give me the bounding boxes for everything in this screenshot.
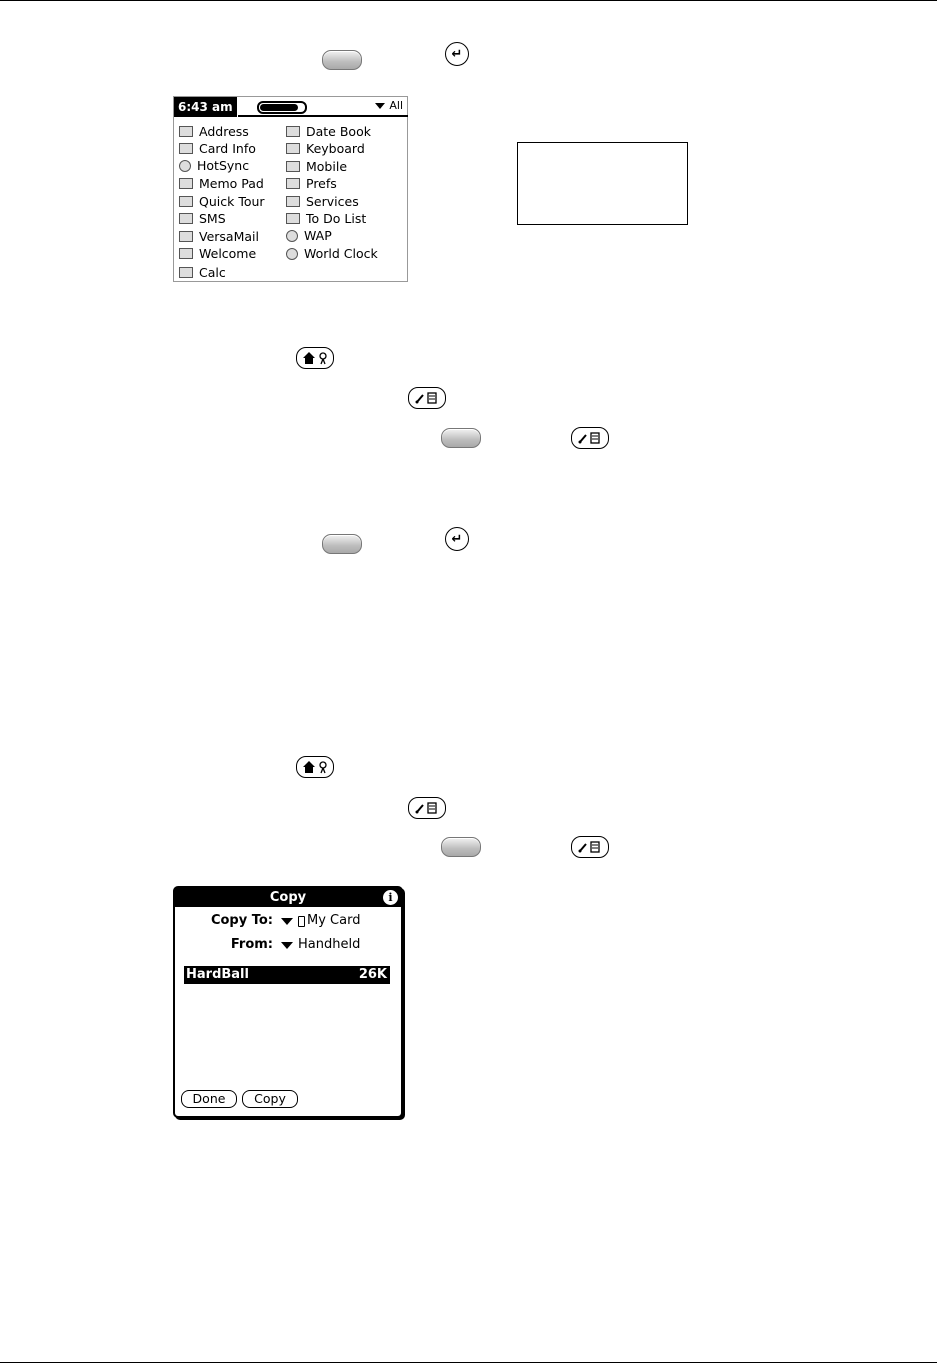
menu-key-icon [571,836,609,858]
center-button-icon [441,837,481,857]
app-label: Mobile [306,159,348,174]
app-label: Keyboard [306,141,365,156]
copy-button[interactable]: Copy [242,1090,298,1108]
app-keyboard[interactable] [286,140,365,157]
menu-icon [577,431,603,445]
memo-pad-app-icon [179,178,193,189]
app-label: Calc [199,265,226,280]
item-size: 26K [358,967,387,982]
mobile-app-icon [286,161,300,172]
app-label: Date Book [306,124,371,139]
from-value: Handheld [298,937,361,952]
app-wap[interactable] [286,227,332,244]
done-button[interactable]: Done [181,1090,237,1108]
from-label: From: [230,937,273,952]
menu-icon [414,801,440,815]
app-welcome[interactable] [179,245,256,262]
center-button-icon [322,50,362,70]
app-prefs[interactable] [286,175,337,192]
dropdown-arrow-icon [281,918,293,925]
app-label: HotSync [197,158,250,173]
welcome-app-icon [179,248,193,259]
copy-to-value: My Card [307,913,361,928]
home-find-key-icon [296,347,334,369]
category-dropdown-icon [375,103,385,109]
info-icon[interactable]: i [383,890,398,905]
app-label: Prefs [306,176,337,191]
enter-key-icon: ↵ [445,527,469,551]
app-label: VersaMail [199,229,259,244]
calc-app-icon [179,267,193,278]
top-rule [0,0,937,1]
home-icon [301,760,329,774]
app-address[interactable] [179,123,249,140]
menu-icon [414,391,440,405]
copy-to-label: Copy To: [210,913,273,928]
world-clock-app-icon [286,248,298,260]
sms-app-icon [179,213,193,224]
card-icon [298,916,305,927]
app-world-clock[interactable] [286,245,378,262]
launcher-header [174,97,407,117]
app-label: To Do List [306,211,367,226]
category-label: All [389,99,403,112]
enter-key-icon: ↵ [445,42,469,66]
to-do-list-app-icon [286,213,300,224]
app-label: Services [306,194,359,209]
app-label: Card Info [199,141,256,156]
app-label: Welcome [199,246,257,261]
app-calc[interactable] [179,264,226,281]
app-card-info[interactable] [179,140,256,157]
app-sms[interactable] [179,210,226,227]
item-name: HardBall [186,967,249,982]
menu-key-icon [408,387,446,409]
copy-to-picker[interactable] [281,912,360,930]
app-label: Address [199,124,249,139]
app-hotsync[interactable] [179,157,249,174]
keyboard-app-icon [286,143,300,154]
prefs-app-icon [286,178,300,189]
app-label: World Clock [304,246,378,261]
menu-icon [577,840,603,854]
app-label: SMS [199,211,226,226]
from-picker[interactable] [281,936,360,954]
app-label: Quick Tour [199,194,265,209]
services-app-icon [286,196,300,207]
app-date-book[interactable] [286,123,371,140]
center-button-icon [322,534,362,554]
menu-key-icon [571,427,609,449]
hotsync-app-icon [179,160,191,172]
wap-app-icon [286,230,298,242]
app-label: WAP [304,228,332,243]
app-label: Memo Pad [199,176,264,191]
menu-key-icon [408,797,446,819]
dialog-title: Copy [269,890,307,905]
versamail-app-icon [179,231,193,242]
launcher-header-line [238,115,408,117]
app-versamail[interactable] [179,228,259,245]
list-item[interactable] [184,966,390,984]
quick-tour-app-icon [179,196,193,207]
dialog-title-bar [175,888,401,907]
launcher-time: 6:43 am [174,97,237,117]
category-picker[interactable] [375,99,403,113]
copy-dialog [173,886,403,1118]
battery-fill [260,104,298,111]
app-mobile[interactable] [286,158,347,175]
card-info-app-icon [179,143,193,154]
address-app-icon [179,126,193,137]
dropdown-arrow-icon [281,942,293,949]
app-memo-pad[interactable] [179,175,264,192]
home-find-key-icon [296,756,334,778]
app-quick-tour[interactable] [179,193,265,210]
app-to-do-list[interactable] [286,210,366,227]
battery-icon [257,101,307,114]
home-icon [301,351,329,365]
date-book-app-icon [286,126,300,137]
bottom-rule [0,1362,937,1363]
empty-callout-box [517,142,688,225]
launcher-screenshot [173,96,408,282]
center-button-icon [441,428,481,448]
app-services[interactable] [286,193,359,210]
